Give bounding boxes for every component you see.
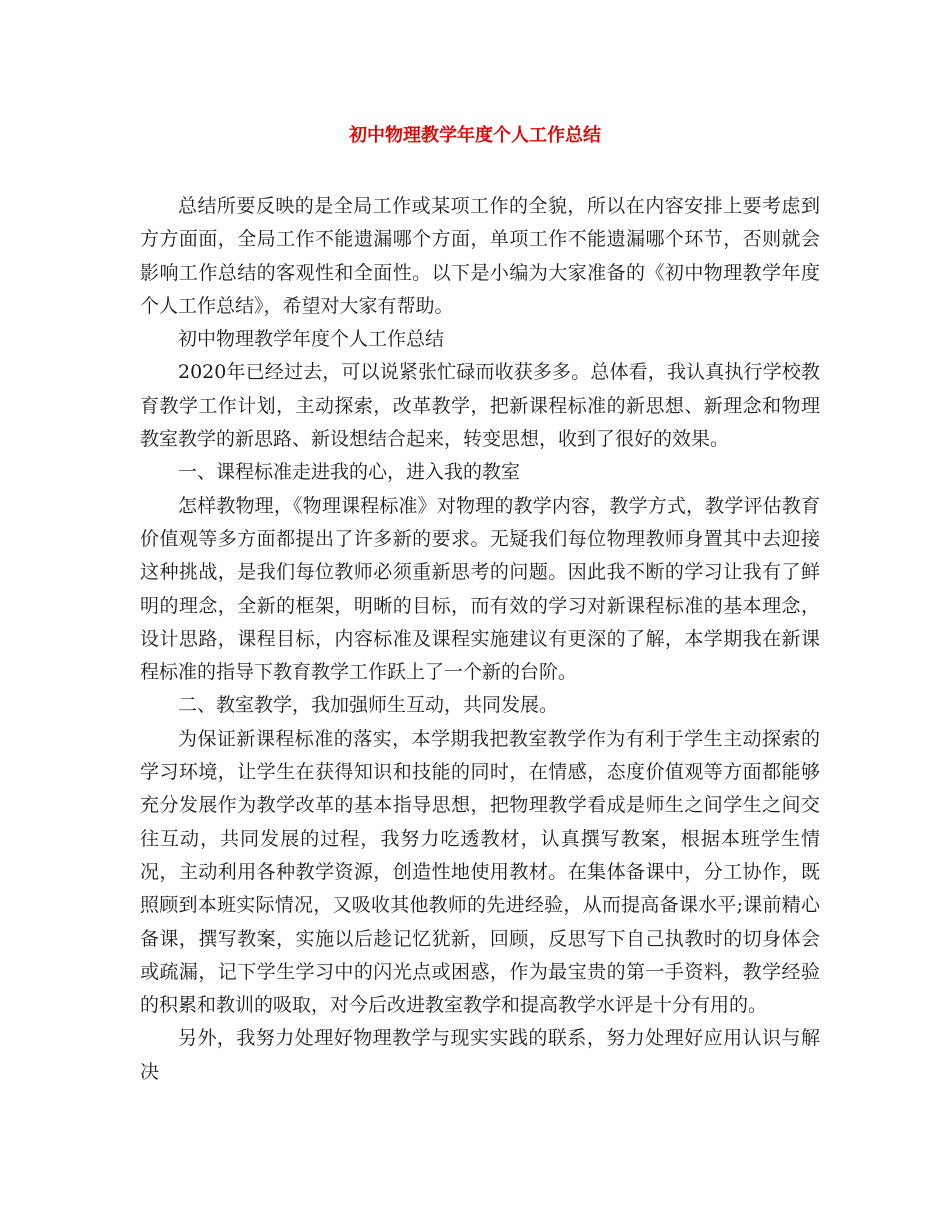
paragraph-additional: 另外，我努力处理好物理教学与现实实践的联系，努力处理好应用认识与解决 bbox=[140, 1027, 820, 1083]
paragraph-section-2: 为保证新课程标准的落实，本学期我把教室教学作为有利于学生主动探索的学习环境，让学生在获得知识和技能的同时，在情感，态度价值观等方面都能够充分发展作为教学改革的基本指导思想，把物理教学看成是师生之间学生之间交往互动，共同发展的过程，我努力吃透教材，认真撰写教案，根据本班学生情况，主动利用各种教学资源，创造性地使用教材。在集体备课中，分工协作，既照顾到本班实际情况，又吸收其他教师的先进经验，从而提高备课水平;课前精心备课，撰写教案，实施以后趁记忆犹新，回顾，反思写下自己执教时的切身体会或疏漏，记下学生学习中的闪光点或困惑，作为最宝贵的第一手资料，教学经验的积累和教训的吸取，对今后改进教室教学和提高教学水评是十分有用的。 bbox=[140, 727, 820, 1017]
document-body bbox=[140, 190, 820, 1089]
paragraph-section-1: 怎样教物理，《物理课程标准》对物理的教学内容，教学方式，教学评估教育价值观等多方面都提出了许多新的要求。无疑我们每位物理教师身置其中去迎接这种挑战，是我们每位教师必须重新思考的问题。因此我不断的学习让我有了鲜明的理念，全新的框架，明晰的目标，而有效的学习对新课程标准的基本理念，设计思路，课程目标，内容标准及课程实施建议有更深的了解，本学期我在新课程标准的指导下教育教学工作跃上了一个新的台阶。 bbox=[140, 494, 820, 684]
paragraph-heading-title: 初中物理教学年度个人工作总结 bbox=[178, 328, 445, 351]
section-heading-2: 二、教室教学，我加强师生互动，共同发展。 bbox=[178, 694, 559, 717]
section-heading-1: 一、课程标准走进我的心，进入我的教室 bbox=[178, 461, 521, 484]
paragraph-overview: 2020年已经过去，可以说紧张忙碌而收获多多。总体看，我认真执行学校教育教学工作计划，主动探索，改革教学，把新课程标准的新思想、新理念和物理教室教学的新思路、新设想结合起来，转变思想，收到了很好的效果。 bbox=[140, 361, 820, 451]
paragraph-intro: 总结所要反映的是全局工作或某项工作的全貌，所以在内容安排上要考虑到方方面面，全局工作不能遗漏哪个方面，单项工作不能遗漏哪个环节，否则就会影响工作总结的客观性和全面性。以下是小编为大家准备的《初中物理教学年度个人工作总结》，希望对大家有帮助。 bbox=[140, 195, 820, 317]
document-title: 初中物理教学年度个人工作总结 bbox=[349, 125, 601, 146]
